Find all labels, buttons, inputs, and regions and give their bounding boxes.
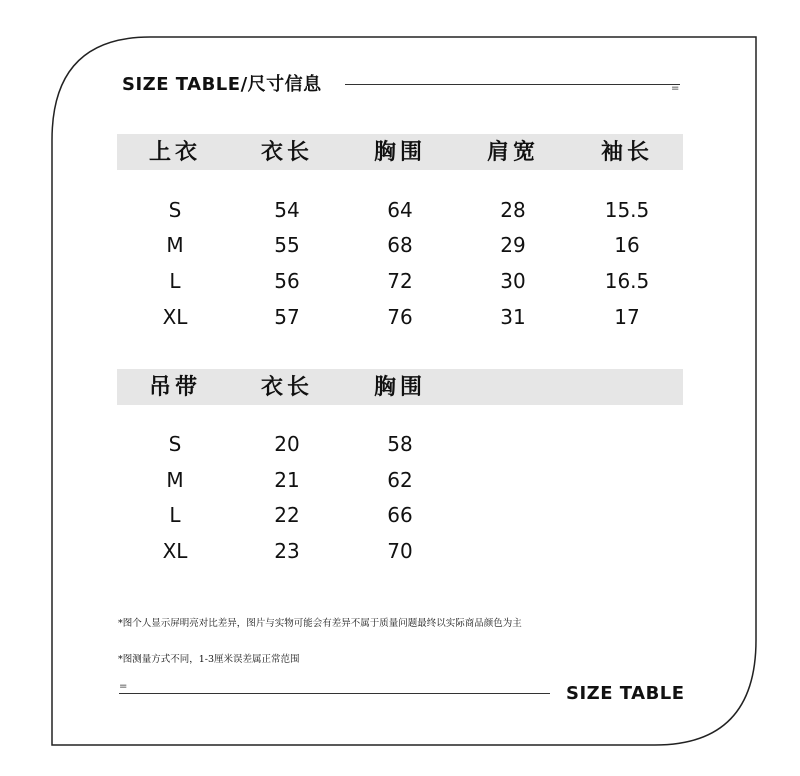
column-header-camisole: 吊带 — [148, 374, 201, 400]
shoulder-cell: 28 — [500, 198, 526, 222]
table-row — [117, 497, 683, 533]
note-measurement-tolerance: *图测量方式不同，1-3厘米误差属正常范围 — [118, 654, 300, 665]
size-cell: M — [166, 468, 184, 492]
length-cell: 55 — [274, 233, 300, 257]
top-table-header — [117, 134, 683, 170]
chest-cell: 68 — [387, 233, 413, 257]
sleeve-cell: 15.5 — [604, 198, 650, 222]
shoulder-cell: 31 — [500, 305, 526, 329]
size-cell: XL — [162, 539, 188, 563]
footer-equals-mark: = — [119, 681, 128, 692]
sleeve-cell: 16 — [614, 233, 640, 257]
page-title: SIZE TABLE/尺寸信息 — [122, 74, 322, 95]
length-cell: 21 — [274, 468, 300, 492]
header-divider — [345, 84, 680, 85]
column-header-chest: 胸围 — [373, 374, 426, 400]
note-display-difference: *图个人显示屏明亮对比差异，图片与实物可能会有差异不属于质量问题最终以实际商品颜色为主 — [118, 618, 522, 629]
length-cell: 57 — [274, 305, 300, 329]
shoulder-cell: 29 — [500, 233, 526, 257]
table-row — [117, 533, 683, 569]
sleeve-cell: 17 — [614, 305, 640, 329]
column-header-sleeve: 袖长 — [600, 139, 653, 165]
size-cell: S — [168, 198, 182, 222]
length-cell: 20 — [274, 432, 300, 456]
size-cell: XL — [162, 305, 188, 329]
footer-title: SIZE TABLE — [566, 683, 685, 704]
table-row — [117, 192, 683, 228]
column-header-shoulder: 肩宽 — [486, 139, 539, 165]
chest-cell: 76 — [387, 305, 413, 329]
length-cell: 56 — [274, 269, 300, 293]
size-cell: L — [169, 269, 181, 293]
table-row — [117, 299, 683, 335]
length-cell: 54 — [274, 198, 300, 222]
sleeve-cell: 16.5 — [604, 269, 650, 293]
chest-cell: 62 — [387, 468, 413, 492]
column-header-chest: 胸围 — [373, 139, 426, 165]
column-header-length: 衣长 — [260, 139, 313, 165]
table-row — [117, 462, 683, 498]
column-header-top: 上衣 — [148, 139, 201, 165]
chest-cell: 66 — [387, 503, 413, 527]
shoulder-cell: 30 — [500, 269, 526, 293]
table-row — [117, 227, 683, 263]
header-equals-mark: = — [671, 83, 680, 94]
table-row — [117, 263, 683, 299]
length-cell: 23 — [274, 539, 300, 563]
size-cell: S — [168, 432, 182, 456]
length-cell: 22 — [274, 503, 300, 527]
chest-cell: 70 — [387, 539, 413, 563]
table-row — [117, 426, 683, 462]
column-header-length: 衣长 — [260, 374, 313, 400]
size-cell: M — [166, 233, 184, 257]
size-cell: L — [169, 503, 181, 527]
footer-divider — [119, 693, 550, 694]
chest-cell: 64 — [387, 198, 413, 222]
chest-cell: 72 — [387, 269, 413, 293]
bottom-table-header — [117, 369, 683, 405]
chest-cell: 58 — [387, 432, 413, 456]
